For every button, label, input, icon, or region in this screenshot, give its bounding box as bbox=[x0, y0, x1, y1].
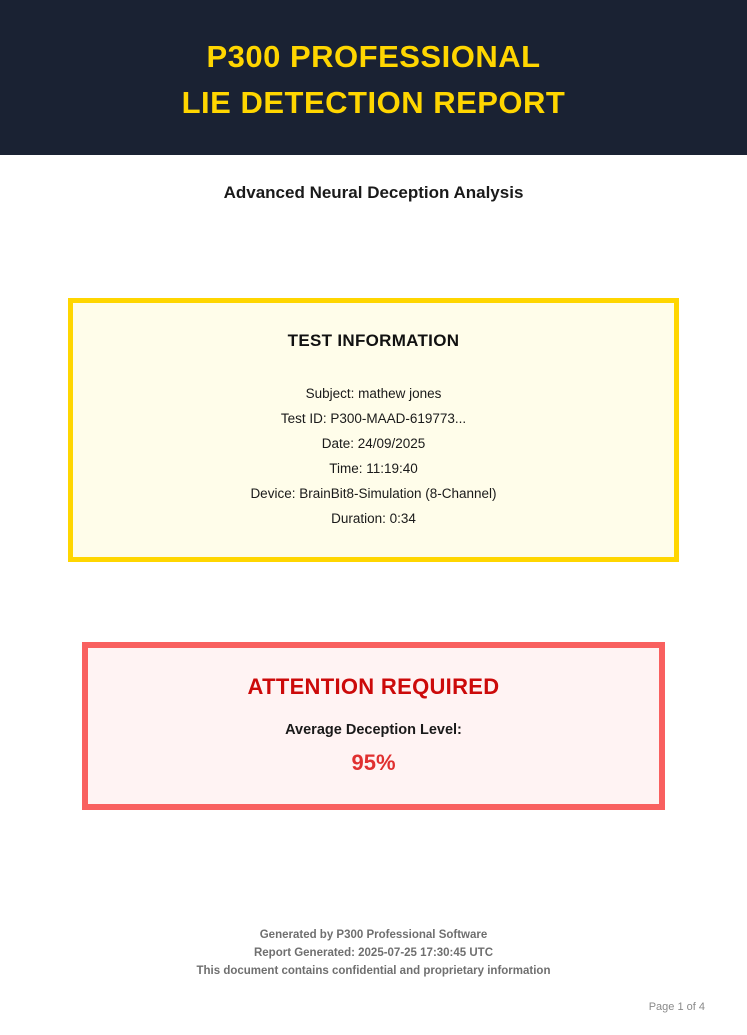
test-info-device: Device: BrainBit8-Simulation (8-Channel) bbox=[250, 486, 497, 501]
attention-required-card bbox=[82, 642, 665, 810]
footer-report-generated: Report Generated: 2025-07-25 17:30:45 UTC bbox=[253, 947, 494, 959]
test-info-subject: Subject: mathew jones bbox=[305, 386, 442, 401]
test-info-date: Date: 24/09/2025 bbox=[321, 436, 426, 451]
report-title-line-2: LIE DETECTION REPORT bbox=[181, 84, 566, 120]
report-header bbox=[0, 0, 747, 155]
test-info-duration: Duration: 0:34 bbox=[331, 511, 416, 526]
report-title-line-1: P300 PROFESSIONAL bbox=[206, 38, 541, 74]
average-deception-level-label: Average Deception Level: bbox=[285, 722, 462, 738]
test-information-card bbox=[68, 298, 679, 562]
footer-confidential-notice: This document contains confidential and proprietary information bbox=[196, 965, 551, 977]
report-subtitle: Advanced Neural Deception Analysis bbox=[223, 183, 524, 202]
page-number: Page 1 of 4 bbox=[648, 1001, 705, 1013]
test-info-test-id: Test ID: P300-MAAD-619773... bbox=[280, 411, 467, 426]
test-info-time: Time: 11:19:40 bbox=[329, 461, 418, 476]
footer-generated-by: Generated by P300 Professional Software bbox=[259, 929, 488, 941]
average-deception-level-value: 95% bbox=[351, 750, 396, 775]
attention-required-title: ATTENTION REQUIRED bbox=[247, 674, 500, 699]
report-footer bbox=[0, 926, 747, 980]
test-information-title: TEST INFORMATION bbox=[287, 331, 460, 350]
